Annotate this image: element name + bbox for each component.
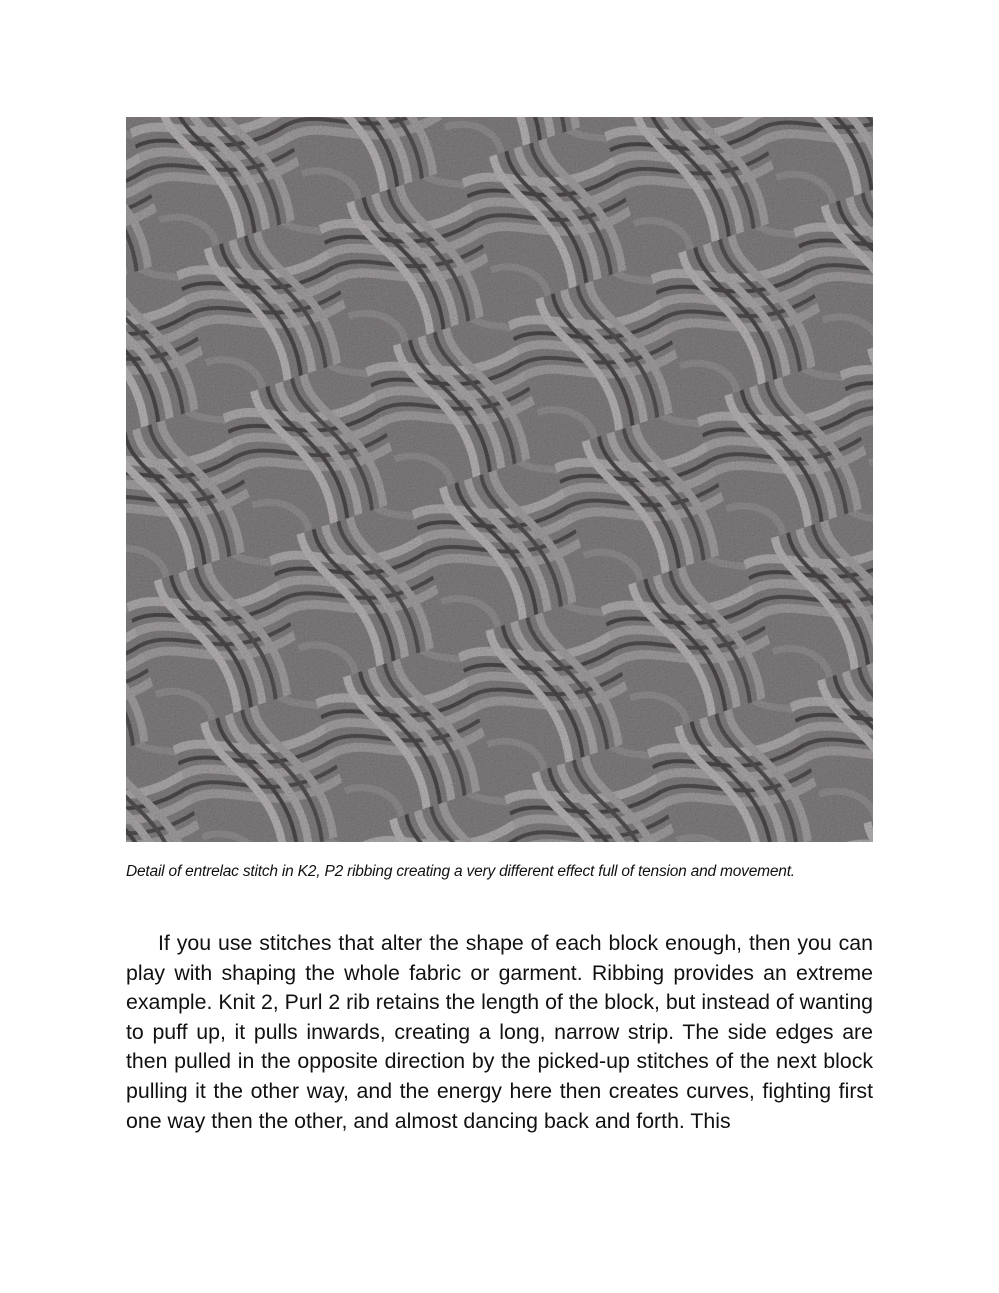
body-paragraph: If you use stitches that alter the shape of each block enough, then you can play with shaping the whole fabric or garment. Ribbing provides an extreme example. Knit 2, Purl 2 rib retains the length of the block, but instead of wanting to puff up, it pulls inwards, creating a long, narrow strip. The side edges are then pulled in the opposite direction by the picked-up stitches of the next block pulling it the other way, and the energy here then creates curves, fighting first one way then the other, and almost dancing back and forth. This bbox=[126, 931, 874, 1133]
knit-fabric-texture bbox=[126, 117, 873, 842]
figure-caption: Detail of entrelac stitch in K2, P2 ribbing creating a very different effect full of tension and movement. bbox=[126, 863, 795, 880]
knitted-texture-image bbox=[126, 117, 873, 842]
knitted-swatch-photo bbox=[126, 117, 873, 842]
